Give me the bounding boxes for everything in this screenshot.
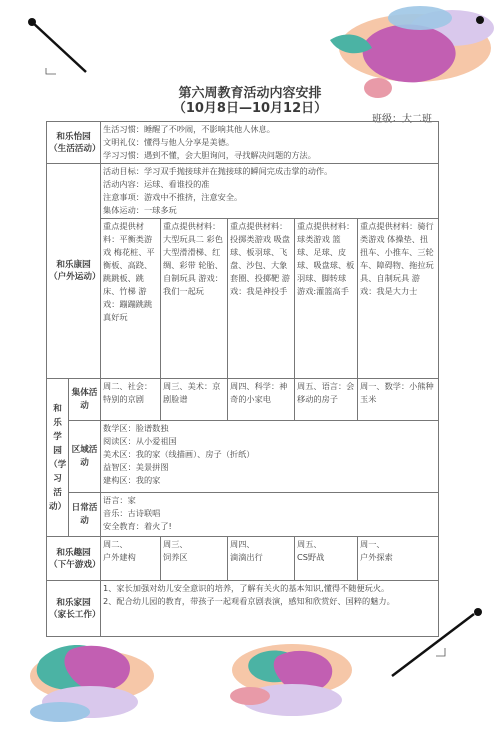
bottom-center-blob-decoration <box>230 644 352 716</box>
learning-area-row <box>47 421 439 493</box>
afternoon-day: 周二、 <box>103 539 128 549</box>
afternoon-day-cell <box>228 537 295 581</box>
daily-line: 音乐：古诗联唱 <box>103 508 161 518</box>
daily-activity-label: 日常活动 <box>69 493 101 537</box>
afternoon-day-cell <box>358 537 439 581</box>
life-activity-category: 和乐怡园（生活活动） <box>47 122 101 164</box>
learning-daily-row <box>47 493 439 537</box>
collective-day-text: 周三、美术：京剧脸谱 <box>163 381 221 404</box>
outdoor-day-text: 重点提供材料：球类游戏 篮球、足球、皮球、吸盘球、板羽球、脚转球 游戏:灌篮高手 <box>297 221 355 296</box>
area-line: 美术区：我的家（线描画）、房子（折纸） <box>103 449 255 459</box>
schedule-table <box>46 121 439 637</box>
afternoon-game-row <box>47 537 439 581</box>
outdoor-line: 注意事项：游戏中不推挤，注意安全。 <box>103 192 243 202</box>
afternoon-day: 周四、 <box>230 539 255 549</box>
collective-day-text: 周五、语言：会移动的房子 <box>297 381 355 404</box>
life-line: 文明礼仪：懂得与他人分享是美德。 <box>103 137 235 147</box>
parent-work-category: 和乐家园（家长工作） <box>47 581 101 637</box>
parent-work-content <box>101 581 439 637</box>
learning-activity-category: 和乐学园（学习活动） <box>47 379 69 537</box>
collective-activity-label: 集体活动 <box>69 379 101 421</box>
outdoor-group-content <box>101 164 439 219</box>
life-line: 学习习惯：遇到不懂，会大胆询问，寻找解决问题的方法。 <box>103 150 316 160</box>
outdoor-day-cell <box>161 219 228 379</box>
outdoor-activity-category: 和乐康园（户外运动） <box>47 164 101 379</box>
afternoon-day-cell <box>101 537 161 581</box>
afternoon-activity: 滴滴出行 <box>230 552 263 562</box>
parent-work-line: 1、家长加强对幼儿安全意识的培养，了解有关火的基本知识,懂得不随便玩火。 <box>103 583 390 593</box>
outdoor-day-text: 重点提供材料：投掷类游戏 吸盘球、板羽球、飞盘、沙包、大象套圈、投掷靶 游戏：我是神投手 <box>230 221 290 296</box>
daily-line: 安全教育：着火了! <box>103 521 172 531</box>
area-line: 益智区：美景拼图 <box>103 462 169 472</box>
area-activity-content <box>101 421 439 493</box>
outdoor-day-cell <box>358 219 439 379</box>
parent-work-row <box>47 581 439 637</box>
collective-day-cell <box>101 379 161 421</box>
outdoor-group-row <box>47 164 439 219</box>
outdoor-days-row <box>47 219 439 379</box>
daily-line: 语言：家 <box>103 495 136 505</box>
afternoon-activity: CS野战 <box>297 552 325 562</box>
afternoon-day: 周三、 <box>163 539 188 549</box>
afternoon-activity: 户外建构 <box>103 552 136 562</box>
collective-day-text: 周四、科学：神奇的小家电 <box>230 381 288 404</box>
parent-work-line: 2、配合幼儿园的教育，带孩子一起观看京剧表演，感知和欣赏好、国粹的魅力。 <box>103 596 395 606</box>
outdoor-day-cell <box>101 219 161 379</box>
outdoor-day-cell <box>228 219 295 379</box>
area-line: 数学区：脸谱数独 <box>103 423 169 433</box>
afternoon-game-category: 和乐趣园（下午游戏） <box>47 537 101 581</box>
afternoon-day: 周一、 <box>360 539 385 549</box>
top-left-diagonal-decoration <box>28 18 86 74</box>
collective-day-cell <box>358 379 439 421</box>
page-date-range: （10月8日—10月12日） <box>172 101 328 116</box>
life-activity-row <box>47 122 439 164</box>
afternoon-day: 周五、 <box>297 539 322 549</box>
collective-day-text: 周一、数学：小熊种玉米 <box>360 381 434 404</box>
outdoor-day-text: 重点提供材料：平衡类游戏 梅花桩、平衡板、高跷、跳跳板、跳床、竹梯 游戏：蹦蹦跳跳真好玩 <box>103 221 155 322</box>
outdoor-line: 活动目标：学习双手抛接球并在抛接球的瞬间完成击掌的动作。 <box>103 166 333 176</box>
learning-collective-row <box>47 379 439 421</box>
collective-day-cell <box>228 379 295 421</box>
area-activity-label: 区域活动 <box>69 421 101 493</box>
afternoon-day-cell <box>295 537 358 581</box>
afternoon-activity: 户外探索 <box>360 552 393 562</box>
outdoor-day-text: 重点提供材料：大型玩具二 彩色大型滑滑梯、红绸、彩带 轮胎、自制玩具 游戏：我们一起玩 <box>163 221 223 296</box>
life-activity-content <box>101 122 439 164</box>
collective-day-cell <box>295 379 358 421</box>
page-title: 第六周教育活动内容安排 <box>178 86 322 101</box>
outdoor-day-cell <box>295 219 358 379</box>
bottom-left-blob-decoration <box>30 645 154 722</box>
collective-day-text: 周二、社会：特别的京剧 <box>103 381 153 404</box>
outdoor-line: 活动内容：运球、看谁投的准 <box>103 179 210 189</box>
daily-activity-content <box>101 493 439 537</box>
life-line: 生活习惯：睡醒了不吵闹，不影响其他人休息。 <box>103 124 275 134</box>
outdoor-line: 集体运动：一球多玩 <box>103 205 177 215</box>
class-label: 班级：大二班 <box>372 114 432 125</box>
outdoor-day-text: 重点提供材料：骑行类游戏 体操垫、扭扭车、小推车、三轮车、障碍物、拖拉玩具、自制玩具 游戏：我是大力士 <box>360 221 434 296</box>
afternoon-activity: 饲养区 <box>163 552 188 562</box>
collective-day-cell <box>161 379 228 421</box>
afternoon-day-cell <box>161 537 228 581</box>
area-line: 建构区：我的家 <box>103 475 161 485</box>
area-line: 阅读区：从小爱祖国 <box>103 436 177 446</box>
